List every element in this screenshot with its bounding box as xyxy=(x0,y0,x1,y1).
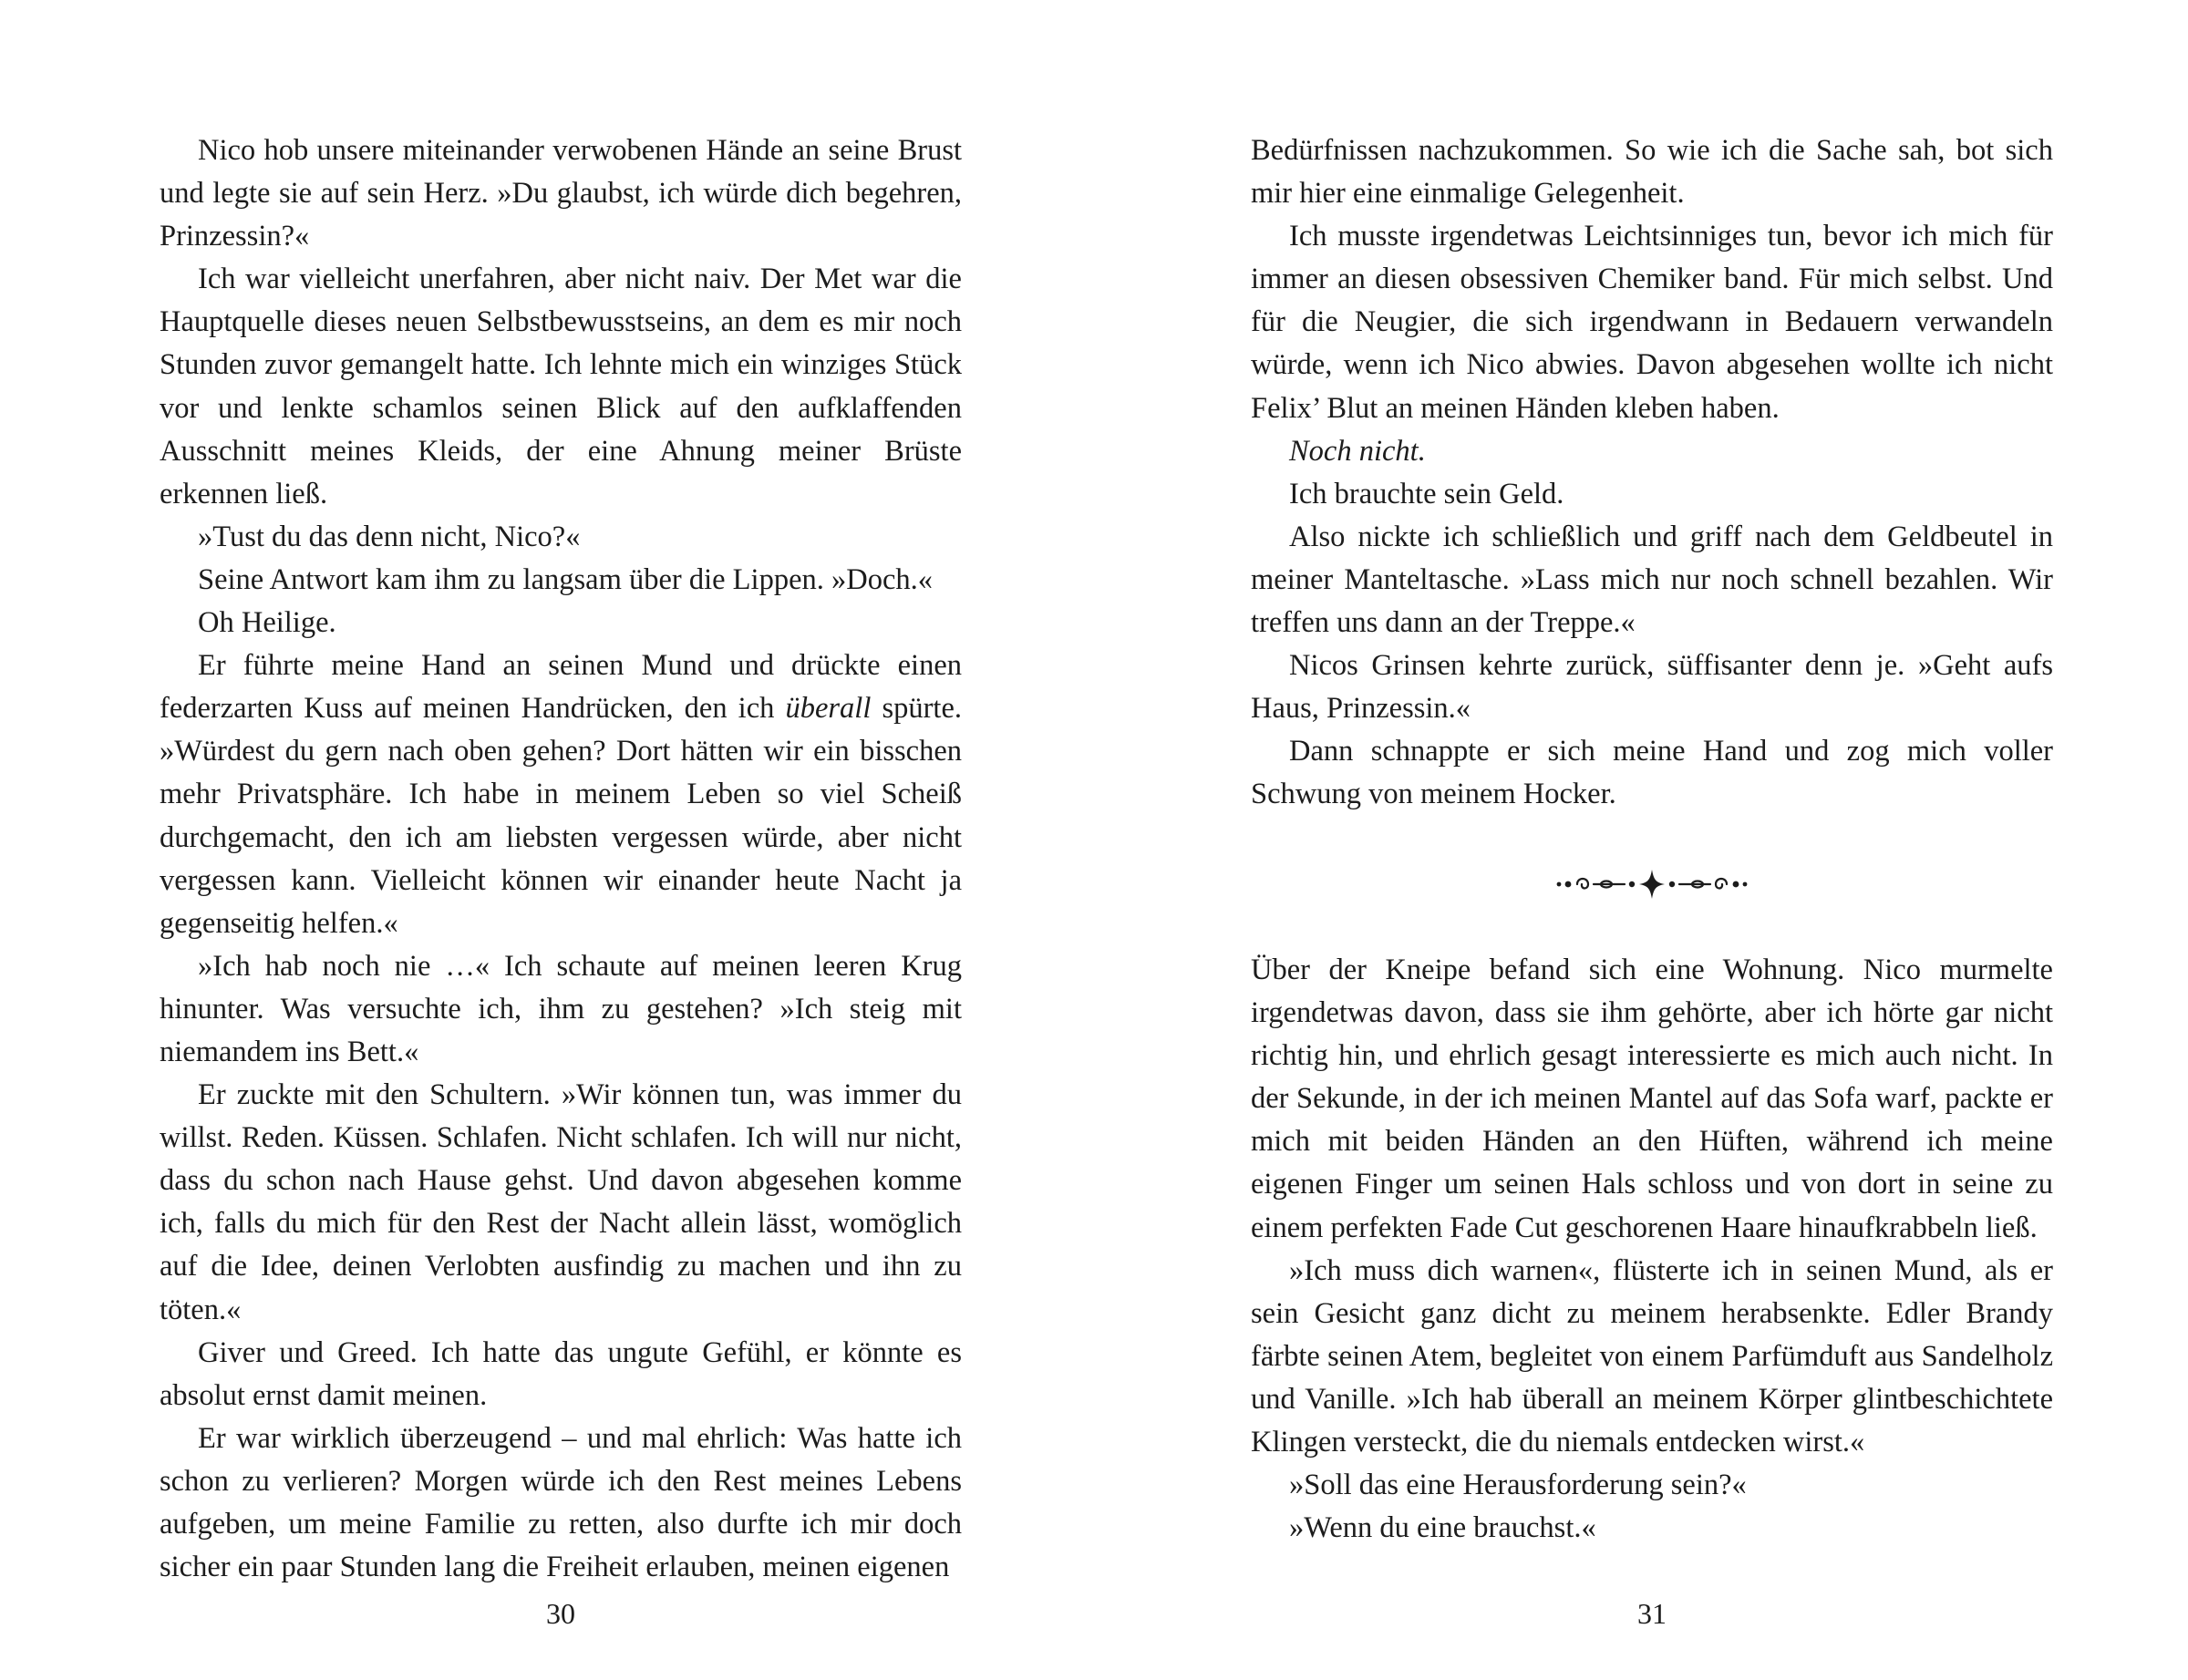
paragraph xyxy=(1251,430,2053,473)
paragraph: Er war wirklich überzeugend – und mal ehrlich: Was hatte ich schon zu verlieren? Morgen würde ich den Rest meines Lebens aufgeben, um meine Familie zu retten, also durfte ich mir doch sicher ein paar Stunden lang die Freiheit erlauben, meinen eigenen xyxy=(160,1421,962,1584)
scene-break-ornament-icon xyxy=(1251,861,2053,907)
left-page xyxy=(160,0,962,1680)
paragraph: Seine Antwort kam ihm zu langsam über die Lippen. »Doch.« xyxy=(198,562,934,596)
paragraph-text: Er führte meine Hand an seinen Mund und drückte einen federzarten Kuss auf meinen Handrücken, den ich xyxy=(160,649,962,726)
paragraph: »Ich hab noch nie …« Ich schaute auf meinen leeren Krug hinunter. Was versuchte ich, ihm zu gestehen? »Ich steig mit niemandem ins Bett.« xyxy=(160,949,962,1068)
paragraph: Giver und Greed. Ich hatte das ungute Gefühl, er könnte es absolut ernst damit meinen. xyxy=(160,1335,962,1412)
paragraph: Er zuckte mit den Schultern. »Wir können tun, was immer du willst. Reden. Küssen. Schlafen. Nicht schlafen. Ich will nur nicht, dass du schon nach Hause gehst. Und davon abgesehen komme ich, falls du mich für den Rest der Nacht allein lässt, womöglich auf die Idee, deinen Verlobten ausfindig zu machen und ihn zu töten.« xyxy=(160,1078,962,1326)
paragraph: Oh Heilige. xyxy=(198,606,336,640)
paragraph: Dann schnappte er sich meine Hand und zog mich voller Schwung von meinem Hocker. xyxy=(1251,735,2053,811)
paragraph: Also nickte ich schließlich und griff nach dem Geldbeutel in meiner Manteltasche. »Lass mich nur noch schnell bezahlen. Wir treffen uns dann an der Treppe.« xyxy=(1251,520,2053,640)
right-page xyxy=(1251,0,2053,1680)
emphasis-text: überall xyxy=(785,692,872,726)
paragraph: »Wenn du eine brauchst.« xyxy=(1289,1511,1596,1545)
right-page-text-top xyxy=(1251,129,2053,817)
emphasis-text: Noch nicht. xyxy=(1289,434,1426,468)
paragraph: Nico hob unsere miteinander verwobenen Hände an seine Brust und legte sie auf sein Herz. »Du glaubst, ich würde dich begehren, Prinzessin?« xyxy=(160,134,962,253)
paragraph: Ich brauchte sein Geld. xyxy=(1289,477,1564,510)
paragraph xyxy=(160,644,962,945)
page-number: 31 xyxy=(1637,1597,1667,1630)
paragraph: »Tust du das denn nicht, Nico?« xyxy=(198,520,581,553)
left-page-text xyxy=(160,129,962,1589)
paragraph-text: spürte. »Würdest du gern nach oben gehen? Dort hätten wir ein bisschen mehr Privatsphäre. Ich habe in meinem Leben so viel Scheiß durchgemacht, den ich am liebsten vergessen würde, aber nicht vergessen kann. Vielleicht können wir einander heute Nacht ja gegenseitig helfen.« xyxy=(160,692,962,940)
paragraph: Über der Kneipe befand sich eine Wohnung. Nico murmelte irgendetwas davon, dass sie ihm gehörte, aber ich hörte gar nicht richtig hin, und ehrlich gesagt interessierte es mich auch nicht. In der Sekunde, in der ich meinen Mantel auf das Sofa warf, packte er mich mit beiden Händen an den Hüften, während ich meine eigenen Finger um seinen Hals schloss und von dort in seine zu einem perfekten Fade Cut geschorenen Haare hinaufkrabbeln ließ. xyxy=(1251,953,2053,1244)
paragraph: Ich musste irgendetwas Leichtsinniges tun, bevor ich mich für immer an diesen obsessiven Chemiker band. Für mich selbst. Und für die Neugier, die sich irgendwann in Bedauern verwandeln würde, wenn ich Nico abwies. Davon abgesehen wollte ich nicht Felix’ Blut an meinen Händen kleben haben. xyxy=(1251,220,2053,425)
paragraph: Ich war vielleicht unerfahren, aber nicht naiv. Der Met war die Hauptquelle dieses neuen Selbstbewusstseins, an dem es mir noch Stunden zuvor gemangelt hatte. Ich lehnte mich ein winziges Stück vor und lenkte schamlos seinen Blick auf den aufklaffenden Ausschnitt meines Kleids, der eine Ahnung meiner Brüste erkennen ließ. xyxy=(160,263,962,510)
paragraph: »Soll das eine Herausforderung sein?« xyxy=(1289,1469,1747,1502)
paragraph: Bedürfnissen nachzukommen. So wie ich die Sache sah, bot sich mir hier eine einmalige Gelegenheit. xyxy=(1251,134,2053,211)
paragraph: »Ich muss dich warnen«, flüsterte ich in seinen Mund, als er sein Gesicht ganz dicht zu meinem herabsenkte. Edler Brandy färbte seinen Atem, begleitet von einem Parfümduft aus Sandelholz und Vanille. »Ich hab überall an meinem Körper glintbeschichtete Klingen versteckt, die du niemals entdecken wirst.« xyxy=(1251,1253,2053,1459)
paragraph: Nicos Grinsen kehrte zurück, süffisanter denn je. »Geht aufs Haus, Prinzessin.« xyxy=(1251,649,2053,726)
page-number: 30 xyxy=(546,1597,575,1630)
right-page-text-bottom xyxy=(1251,949,2053,1550)
